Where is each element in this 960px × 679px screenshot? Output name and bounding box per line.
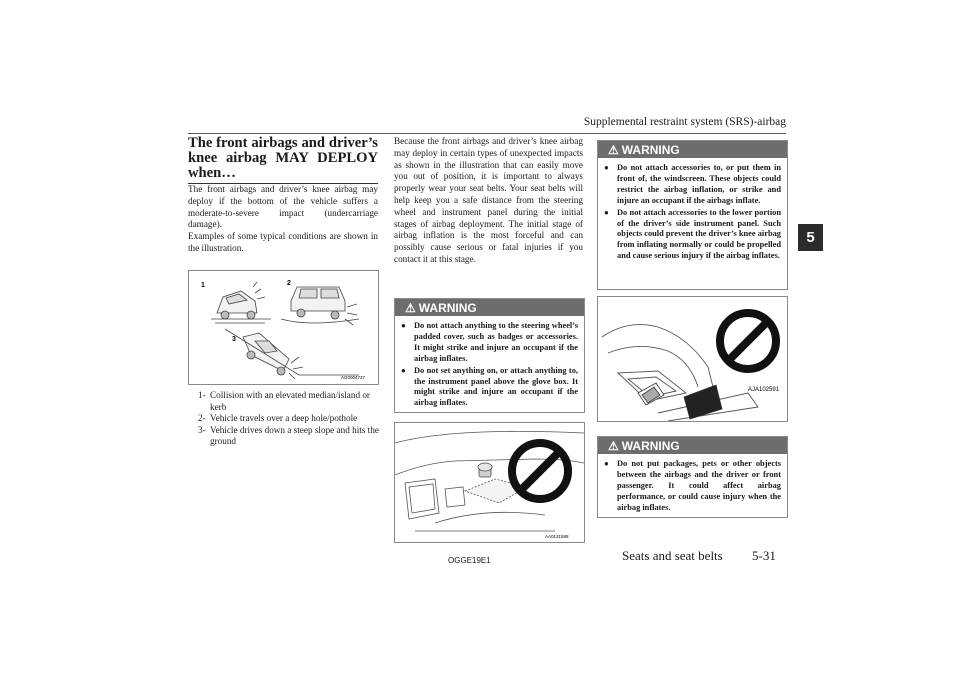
illustration-code: AJA102591: [748, 387, 780, 393]
header-rule: [188, 133, 786, 134]
warning-header: [395, 299, 584, 316]
warning-box: [597, 140, 788, 290]
section-heading: [188, 136, 378, 184]
paragraph: Because the front airbags and driver’s knee airbag may deploy in certain types of unexpected impacts as shown in the illustration that can easily move you out of position, it is important to always properly wear your seat belts. Your seat belts will help keep you a safe distance from the steering wheel and instrument panel during the initial stages of airbag deployment. The initial stage of airbag inflation is the most forceful and can possibly cause serious or fatal injuries if you contact it at this stage.: [394, 136, 583, 264]
warning-box: [394, 298, 585, 413]
warning-item: [401, 321, 578, 365]
caption-item: [198, 390, 384, 413]
chapter-tab: 5: [798, 224, 823, 251]
illustration-label-1: 1: [201, 282, 205, 289]
deployment-conditions-illustration: [188, 270, 379, 385]
warning-body: [598, 158, 787, 268]
caption-number: 1-: [198, 390, 206, 400]
bullet-icon: ●: [401, 321, 406, 330]
warning-item: [604, 208, 781, 263]
knee-panel-illustration: [597, 296, 788, 422]
warning-text: Do not attach anything to the steering wheel’s padded cover, such as badges or accessories. It might strike and injure an occupant if the airbag inflates.: [414, 321, 578, 363]
warning-text: Do not set anything on, or attach anything to, the instrument panel above the glove box. It might strike and injure an occupant if the airbag inflates.: [414, 365, 578, 408]
caption-text: Vehicle drives down a steep slope and hits the ground: [210, 424, 379, 447]
caption-number: 3-: [198, 424, 206, 435]
warning-body: [395, 316, 584, 415]
footer-section-title: Seats and seat belts: [622, 548, 723, 563]
caption-number: 2-: [198, 413, 206, 424]
illustration-captions: [198, 390, 384, 448]
warning-text: Do not attach accessories to the lower portion of the driver’s side instrument panel. Such objects could prevent the driver’s knee airbag from inflating normally or could be propelled and cause serious injury if the airbag inflates.: [617, 207, 781, 261]
heading-line: knee airbag MAY DEPLOY: [188, 150, 378, 166]
warning-triangle-icon: ⚠: [608, 142, 619, 157]
instrument-panel-illustration: [394, 422, 585, 543]
warning-triangle-icon: ⚠: [608, 438, 619, 453]
page-number: 5-31: [752, 548, 776, 563]
warning-header: [598, 141, 787, 158]
warning-text: Do not attach accessories to, or put them in front of, the windscreen. These objects could restrict the airbag inflation, or strike and injure an occupant if the airbags inflate.: [617, 163, 781, 205]
illustration-code: AG0004727: [341, 375, 366, 380]
running-header: Supplemental restraint system (SRS)-airbag: [583, 116, 786, 128]
caption-text: Collision with an elevated median/island or kerb: [210, 390, 370, 412]
caption-text: Vehicle travels over a deep hole/pothole: [210, 413, 358, 424]
warning-box: [597, 436, 788, 518]
bullet-icon: ●: [604, 207, 609, 217]
warning-text: Do not put packages, pets or other objects between the airbags and the driver or front passenger. It could affect airbag performance, or could cause injury when the airbag inflates.: [617, 459, 781, 512]
paragraph: The front airbags and driver’s knee airbag may deploy if the bottom of the vehicle suffers a moderate-to-severe impact (undercarriage damage).: [188, 184, 378, 230]
warning-item: [604, 459, 781, 514]
warning-body: [598, 454, 787, 520]
heading-line: when…: [188, 165, 236, 181]
warning-header: [598, 437, 787, 454]
bullet-icon: ●: [604, 459, 609, 468]
warning-item: [401, 366, 578, 410]
bullet-icon: ●: [401, 365, 406, 375]
illustration-label-3: 3: [232, 336, 236, 343]
warning-triangle-icon: ⚠: [405, 300, 416, 315]
warning-label: WARNING: [418, 300, 477, 315]
warning-label: WARNING: [621, 438, 680, 453]
paragraph: Examples of some typical conditions are shown in the illustration.: [188, 231, 378, 253]
intro-text: [188, 184, 378, 255]
bullet-icon: ●: [604, 163, 609, 172]
document-code: OGGE19E1: [448, 556, 491, 565]
warning-label: WARNING: [621, 142, 680, 157]
warning-item: [604, 163, 781, 207]
caption-item: [198, 413, 384, 425]
heading-line: The front airbags and driver’s: [188, 135, 378, 151]
illustration-code: AA0131588: [545, 534, 569, 539]
caption-item: [198, 425, 384, 448]
middle-text: [394, 136, 583, 266]
illustration-label-2: 2: [287, 280, 291, 287]
